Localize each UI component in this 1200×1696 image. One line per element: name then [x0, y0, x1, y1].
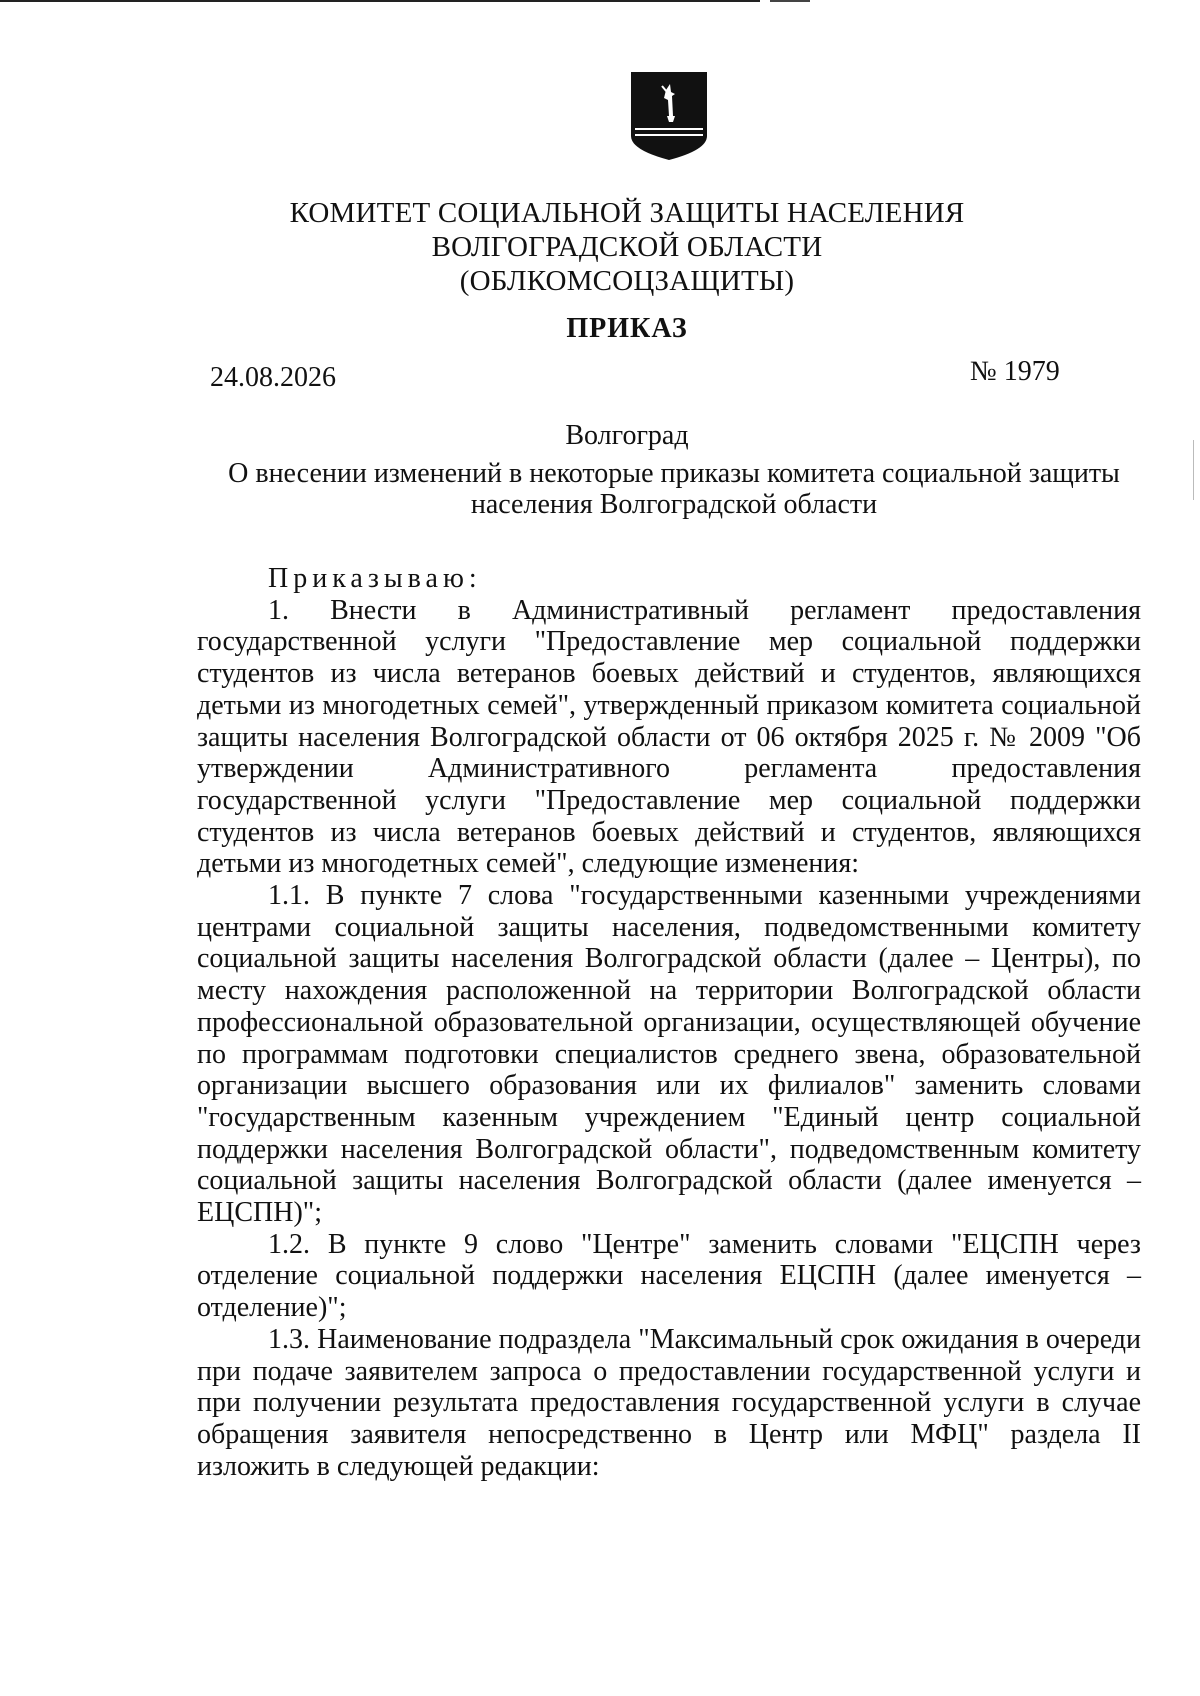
organization-name-line1: КОМИТЕТ СОЦИАЛЬНОЙ ЗАЩИТЫ НАСЕЛЕНИЯ [289, 197, 965, 229]
document-title: ПРИКАЗ [566, 313, 688, 344]
scan-edge-line [0, 0, 760, 2]
paragraph-1-1: 1.1. В пункте 7 слова "государственными казенными учреждениями центрами социальной защиты населения, подведомственными комитету социальной защиты населения Волгоградской области (далее – Центры), по месту нахождения расположенной на территории Волгоградской области профессиональной образовательной организации, осуществляющей обучение по программам подготовки специалистов среднего звена, образовательной организации высшего образования или их филиалов" заменить словами "государственным казенным учреждением "Единый центр социальной поддержки населения Волгоградской области", подведомственным комитету социальной защиты населения Волгоградской области (далее именуется – ЕЦСПН)"; [197, 880, 1141, 1229]
organization-name-line2: ВОЛГОГРАДСКОЙ ОБЛАСТИ [431, 231, 823, 263]
order-word: Приказываю: [268, 563, 482, 594]
scan-edge-line [770, 0, 810, 2]
volgograd-coat-of-arms-icon [629, 70, 709, 162]
document-body [197, 563, 1141, 1482]
organization-abbreviation: (ОБЛКОМСОЦЗАЩИТЫ) [459, 265, 795, 297]
document-number: № 1979 [970, 356, 1060, 387]
document-city: Волгоград [565, 420, 689, 451]
document-date: 24.08.2026 [210, 362, 336, 393]
paragraph-1: 1. Внести в Административный регламент предоставления государственной услуги "Предоставление мер социальной поддержки студентов из числа ветеранов боевых действий и студентов, являющихся детьми из многодетных семей", утвержденный приказом комитета социальной защиты населения Волгоградской области от 06 октября 2025 г. № 2009 "Об утверждении Административного регламента предоставления государственной услуги "Предоставление мер социальной поддержки студентов из числа ветеранов боевых действий и студентов, являющихся детьми из многодетных семей", следующие изменения: [197, 594, 1141, 880]
document-subject: О внесении изменений в некоторые приказы комитета социальной защиты населения Волгоградской области [228, 458, 1120, 520]
paragraph-1-3: 1.3. Наименование подраздела "Максимальный срок ожидания в очереди при подаче заявителем запроса о предоставлении государственной услуги и при получении результата предоставления государственной услуги в случае обращения заявителя непосредственно в Центр или МФЦ" раздела II изложить в следующей редакции: [197, 1323, 1141, 1482]
paragraph-1-2: 1.2. В пункте 9 слово "Центре" заменить словами "ЕЦСПН через отделение социальной поддержки населения ЕЦСПН (далее именуется – отделение)"; [197, 1228, 1141, 1324]
